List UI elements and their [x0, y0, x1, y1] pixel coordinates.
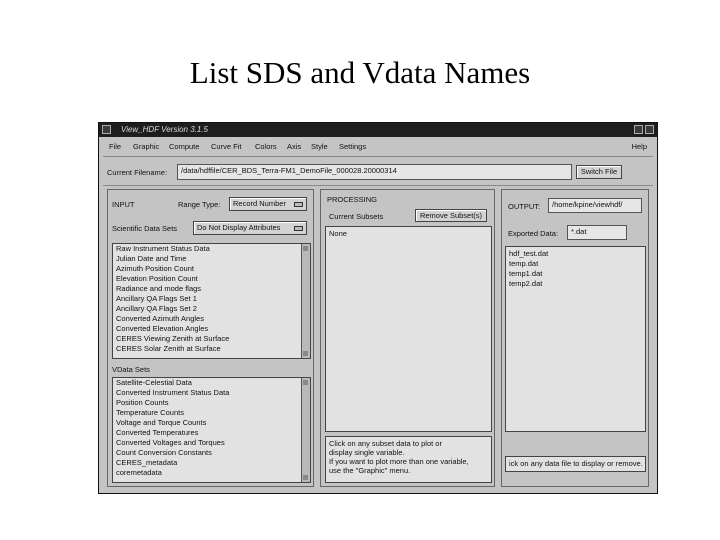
menu-help[interactable]: Help: [631, 142, 647, 151]
sds-scrollbar[interactable]: [301, 244, 310, 358]
remove-subset-button[interactable]: Remove Subset(s): [415, 209, 487, 222]
list-item[interactable]: Azimuth Position Count: [116, 264, 194, 273]
list-item[interactable]: CERES_metadata: [116, 458, 178, 467]
list-item[interactable]: temp1.dat: [509, 269, 543, 278]
exported-data-label: Exported Data:: [508, 229, 559, 238]
output-panel: [501, 189, 649, 487]
list-item[interactable]: coremetadata: [116, 468, 162, 477]
menu-graphic[interactable]: Graphic: [133, 142, 160, 151]
scroll-down-icon[interactable]: [303, 351, 308, 356]
output-message: ick on any data file to display or remove.: [505, 456, 646, 472]
scroll-up-icon[interactable]: [303, 380, 308, 385]
list-item[interactable]: Elevation Position Count: [116, 274, 198, 283]
list-item[interactable]: Temperature Counts: [116, 408, 184, 417]
sds-list[interactable]: [112, 243, 311, 359]
range-type-select[interactable]: [229, 197, 307, 211]
window-menu-icon[interactable]: [102, 125, 111, 134]
list-item[interactable]: temp.dat: [509, 259, 539, 268]
input-heading: INPUT: [112, 200, 135, 209]
message-line: use the "Graphic" menu.: [329, 466, 411, 475]
message-line: display single variable.: [329, 448, 405, 457]
scroll-up-icon[interactable]: [303, 246, 308, 251]
list-item[interactable]: Ancillary QA Flags Set 1: [116, 294, 197, 303]
list-item[interactable]: Converted Instrument Status Data: [116, 388, 230, 397]
menu-compute[interactable]: Compute: [169, 142, 200, 151]
option-menu-icon: [294, 226, 303, 231]
option-menu-icon: [294, 202, 303, 207]
menu-colors[interactable]: Colors: [255, 142, 277, 151]
current-subsets-label: Current Subsets: [329, 212, 384, 221]
vdata-scrollbar[interactable]: [301, 378, 310, 482]
subset-list[interactable]: [325, 226, 492, 432]
vdata-list[interactable]: [112, 377, 311, 483]
message-line: Click on any subset data to plot or: [329, 439, 442, 448]
list-item[interactable]: None: [329, 229, 347, 238]
window-titlebar[interactable]: [99, 123, 657, 137]
sds-display-select[interactable]: [193, 221, 307, 235]
input-panel: [107, 189, 314, 487]
processing-panel: [320, 189, 495, 487]
menu-axis[interactable]: Axis: [287, 142, 302, 151]
window-title: View_HDF Version 3.1.5: [121, 125, 209, 134]
menu-file[interactable]: File: [109, 142, 122, 151]
list-item[interactable]: Converted Voltages and Torques: [116, 438, 225, 447]
list-item[interactable]: Voltage and Torque Counts: [116, 418, 207, 427]
menu-settings[interactable]: Settings: [339, 142, 367, 151]
menu-style[interactable]: Style: [311, 142, 328, 151]
vdata-label: VData Sets: [112, 365, 150, 374]
sds-label: Scientific Data Sets: [112, 224, 178, 233]
list-item[interactable]: Count Conversion Constants: [116, 448, 212, 457]
list-item[interactable]: Satellite-Celestial Data: [116, 378, 192, 387]
slide-title: List SDS and Vdata Names: [189, 55, 531, 90]
list-item[interactable]: CERES Solar Zenith at Surface: [116, 344, 221, 353]
scroll-down-icon[interactable]: [303, 475, 308, 480]
list-item[interactable]: Converted Temperatures: [116, 428, 199, 437]
output-file-list[interactable]: [505, 246, 646, 432]
exported-data-field[interactable]: *.dat: [567, 225, 627, 240]
menu-curve-fit[interactable]: Curve Fit: [211, 142, 242, 151]
output-heading: OUTPUT:: [508, 202, 541, 211]
list-item[interactable]: hdf_test.dat: [509, 249, 549, 258]
list-item[interactable]: Ancillary QA Flags Set 2: [116, 304, 197, 313]
list-item[interactable]: Converted Elevation Angles: [116, 324, 209, 333]
processing-message: [325, 436, 492, 483]
range-type-label: Range Type:: [178, 200, 221, 209]
current-filename-field[interactable]: /data/hdffile/CER_BDS_Terra-FM1_DemoFile_000028.20000314: [177, 164, 572, 180]
list-item[interactable]: Julian Date and Time: [116, 254, 187, 263]
maximize-icon[interactable]: [645, 125, 654, 134]
menu-bar: [99, 139, 657, 153]
list-item[interactable]: temp2.dat: [509, 279, 543, 288]
switch-file-button[interactable]: Switch File: [576, 165, 622, 179]
divider: [103, 156, 653, 157]
view-hdf-window: [98, 122, 658, 494]
range-type-value: Record Number: [233, 199, 286, 208]
list-item[interactable]: CERES Viewing Zenith at Surface: [116, 334, 230, 343]
list-item[interactable]: Raw Instrument Status Data: [116, 244, 210, 253]
message-line: If you want to plot more than one variable,: [329, 457, 469, 466]
sds-display-value: Do Not Display Attributes: [197, 223, 281, 232]
processing-heading: PROCESSING: [327, 195, 378, 204]
minimize-icon[interactable]: [634, 125, 643, 134]
list-item[interactable]: Position Counts: [116, 398, 169, 407]
list-item[interactable]: Converted Azimuth Angles: [116, 314, 204, 323]
list-item[interactable]: Radiance and mode flags: [116, 284, 202, 293]
divider: [103, 185, 653, 186]
current-filename-label: Current Filename:: [107, 168, 168, 177]
output-path-field[interactable]: /home/kpine/viewhdf/: [548, 198, 642, 213]
